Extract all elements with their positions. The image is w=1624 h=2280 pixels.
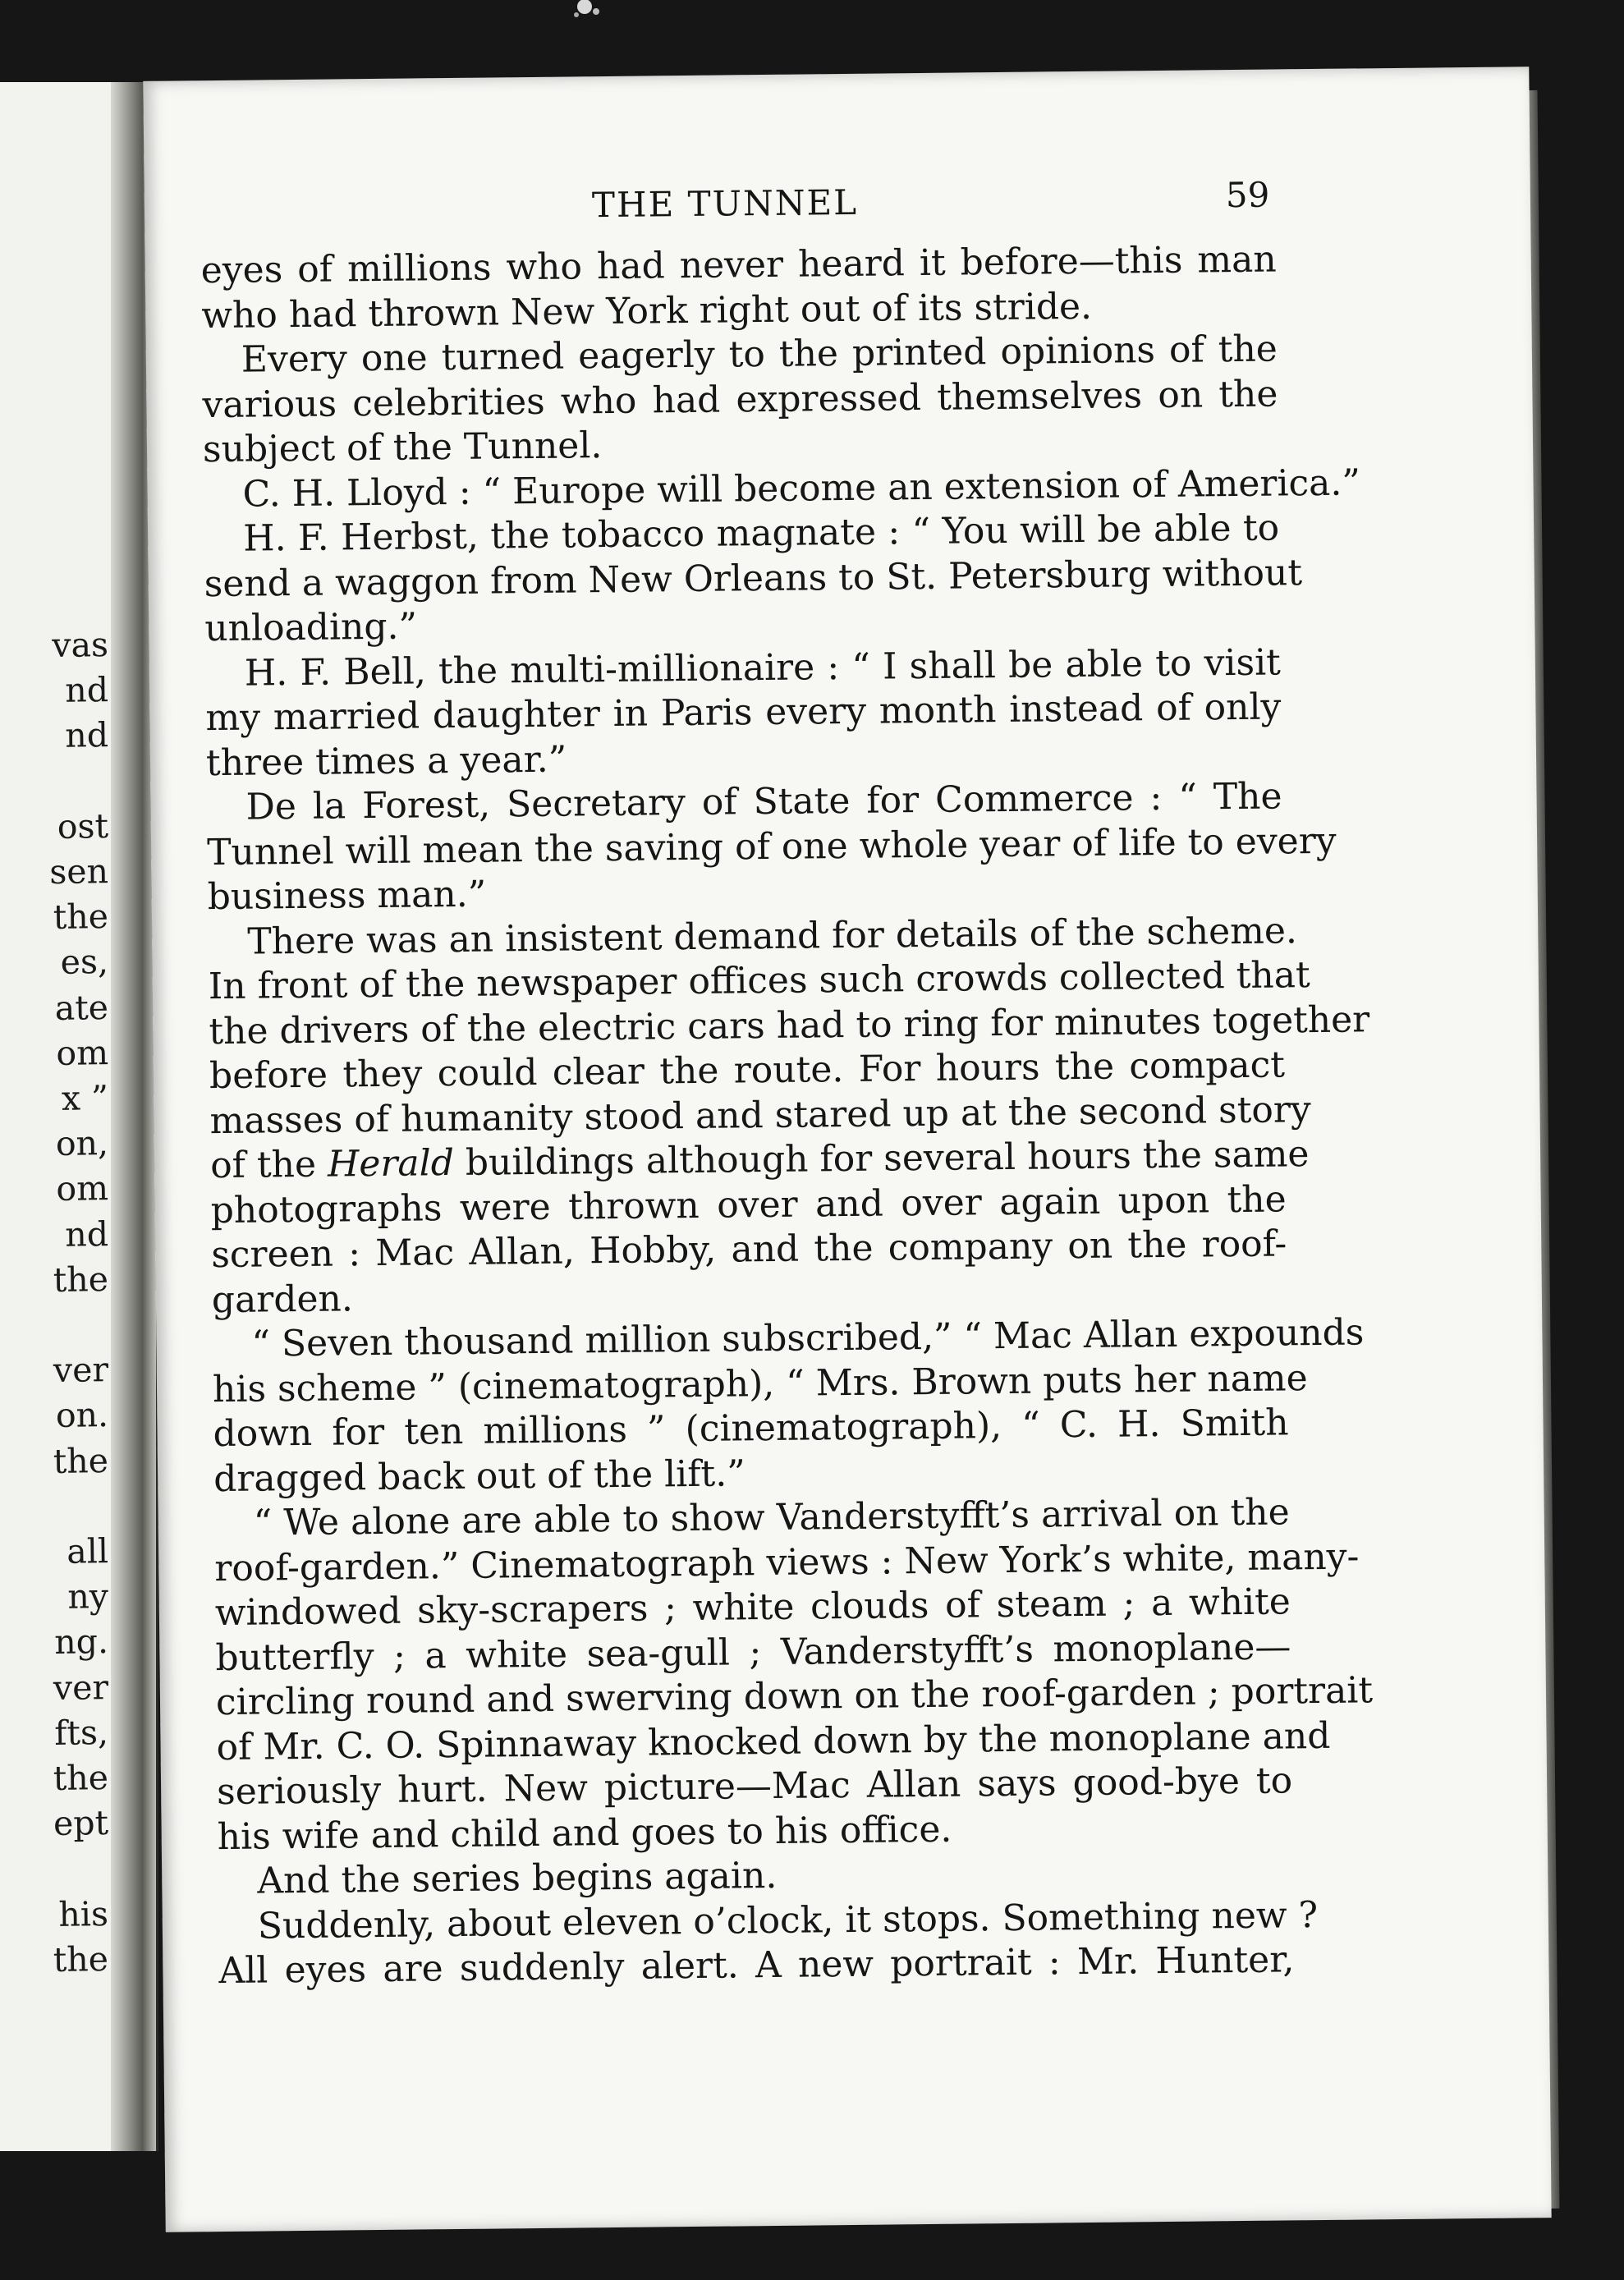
left-page-fragment: es, (60, 942, 109, 983)
text-line: business man.” (207, 873, 487, 919)
text-line: my married daughter in Paris every month instead of only (205, 686, 1282, 740)
text-line: There was an insistent demand for details of the scheme. (247, 909, 1298, 963)
left-page-fragment: nd (65, 715, 109, 756)
page-number: 59 (1225, 174, 1270, 216)
left-page-fragment: fts, (53, 1712, 109, 1753)
text-line: And the series begins again. (257, 1854, 778, 1902)
text-line: of the Herald buildings although for several hours the same (209, 1133, 1310, 1187)
text-line: In front of the newspaper offices such crowds collected that (208, 954, 1310, 1008)
text-line: various celebrities who had expressed themselves on the (202, 372, 1278, 426)
text-line: his scheme ” (cinematograph), “ Mrs. Brown puts her name (212, 1356, 1308, 1411)
text-line: Tunnel will mean the saving of one whole year of life to every (206, 819, 1337, 874)
left-page-fragment: ver (53, 1667, 109, 1708)
text-line: Every one turned eagerly to the printed opinions of the (241, 328, 1278, 381)
text-line: Suddenly, about eleven o’clock, it stops. Something new ? (257, 1893, 1319, 1947)
left-page-fragment: his (58, 1893, 109, 1934)
text-line: unloading.” (204, 605, 418, 650)
scanner-speck (567, 0, 608, 23)
left-page-fragment: x ” (61, 1078, 109, 1118)
text-line: who had thrown New York right out of its stride. (201, 285, 1093, 337)
text-line: “ We alone are able to show Vanderstyfft’s arrival on the (253, 1491, 1290, 1544)
left-page-fragment: om (56, 1168, 109, 1209)
left-page-fragment: all (66, 1531, 109, 1571)
text-line: roof-garden.” Cinematograph views : New York’s white, many- (214, 1535, 1360, 1590)
left-page-fragment: the (53, 1758, 109, 1799)
text-line: down for ten millions ” (cinematograph), “ C. H. Smith (213, 1401, 1289, 1456)
left-page-fragment: ng. (53, 1622, 109, 1663)
left-page-fragment: the (53, 1938, 109, 1980)
text-line: eyes of millions who had never heard it before—this man (200, 238, 1277, 292)
body-text (200, 237, 1374, 1993)
italic-title: Herald (327, 1142, 455, 1186)
text-line: seriously hurt. New picture—Mac Allan says good-bye to (216, 1759, 1293, 1814)
text-line: De la Forest, Secretary of State for Commerce : “ The (245, 775, 1282, 828)
text-line: photographs were thrown over and over again upon the (210, 1177, 1287, 1232)
text-line: three times a year.” (205, 738, 567, 784)
left-page-fragment: nd (65, 670, 109, 710)
left-page-fragment: om (56, 1032, 109, 1073)
text-line: windowed sky-scrapers ; white clouds of steam ; a white (214, 1580, 1291, 1635)
text-line: before they could clear the route. For hours the compact (209, 1044, 1286, 1098)
text-line: H. F. Bell, the multi-millionaire : “ I shall be able to visit (244, 640, 1282, 695)
left-page-fragment: nd (65, 1213, 109, 1255)
text-line: “ Seven thousand million subscribed,” “ Mac Allan expounds (251, 1311, 1365, 1365)
running-head (145, 175, 1531, 239)
running-title: THE TUNNEL (591, 181, 859, 226)
left-page-fragment: on, (55, 1123, 109, 1164)
text-line: screen : Mac Allan, Hobby, and the company on the roof- (211, 1223, 1287, 1277)
left-page-fragment: ept (53, 1803, 109, 1844)
text-line: masses of humanity stood and stared up at the second story (209, 1088, 1312, 1142)
left-page-fragment: the (53, 1259, 109, 1300)
left-page-fragment: the (53, 1440, 109, 1481)
left-page-fragment: sen (48, 851, 109, 892)
text-line: his wife and child and goes to his office. (217, 1808, 952, 1858)
text-line: dragged back out of the lift.” (213, 1452, 745, 1500)
text-line: garden. (211, 1277, 354, 1321)
left-page-fragment: on. (55, 1395, 109, 1436)
left-page-fragment: the (53, 897, 109, 938)
text-line: circling round and swerving down on the roof-garden ; portrait (215, 1669, 1374, 1724)
text-line: butterfly ; a white sea-gull ; Vanderstyfft’s monoplane— (215, 1625, 1291, 1679)
text-line: C. H. Lloyd : “ Europe will become an extension of America.” (242, 461, 1361, 516)
left-page-fragment: vas (52, 625, 109, 666)
text-line: H. F. Herbst, the tobacco magnate : “ You will be able to (242, 507, 1280, 560)
left-page-fragment: ost (57, 805, 109, 846)
left-page-fragment: ny (67, 1576, 109, 1617)
left-page-fragment: ver (53, 1350, 109, 1391)
text-line: the drivers of the electric cars had to ring for minutes together (209, 998, 1370, 1053)
left-page-fragment: ate (54, 987, 109, 1028)
book-page (143, 67, 1551, 2232)
text-line: of Mr. C. O. Spinnaway knocked down by the monoplane and (216, 1714, 1331, 1768)
text-line: send a waggon from New Orleans to St. Petersburg without (204, 551, 1303, 605)
text-line: subject of the Tunnel. (202, 424, 603, 471)
text-line: All eyes are suddenly alert. A new portrait : Mr. Hunter, (218, 1938, 1295, 1993)
